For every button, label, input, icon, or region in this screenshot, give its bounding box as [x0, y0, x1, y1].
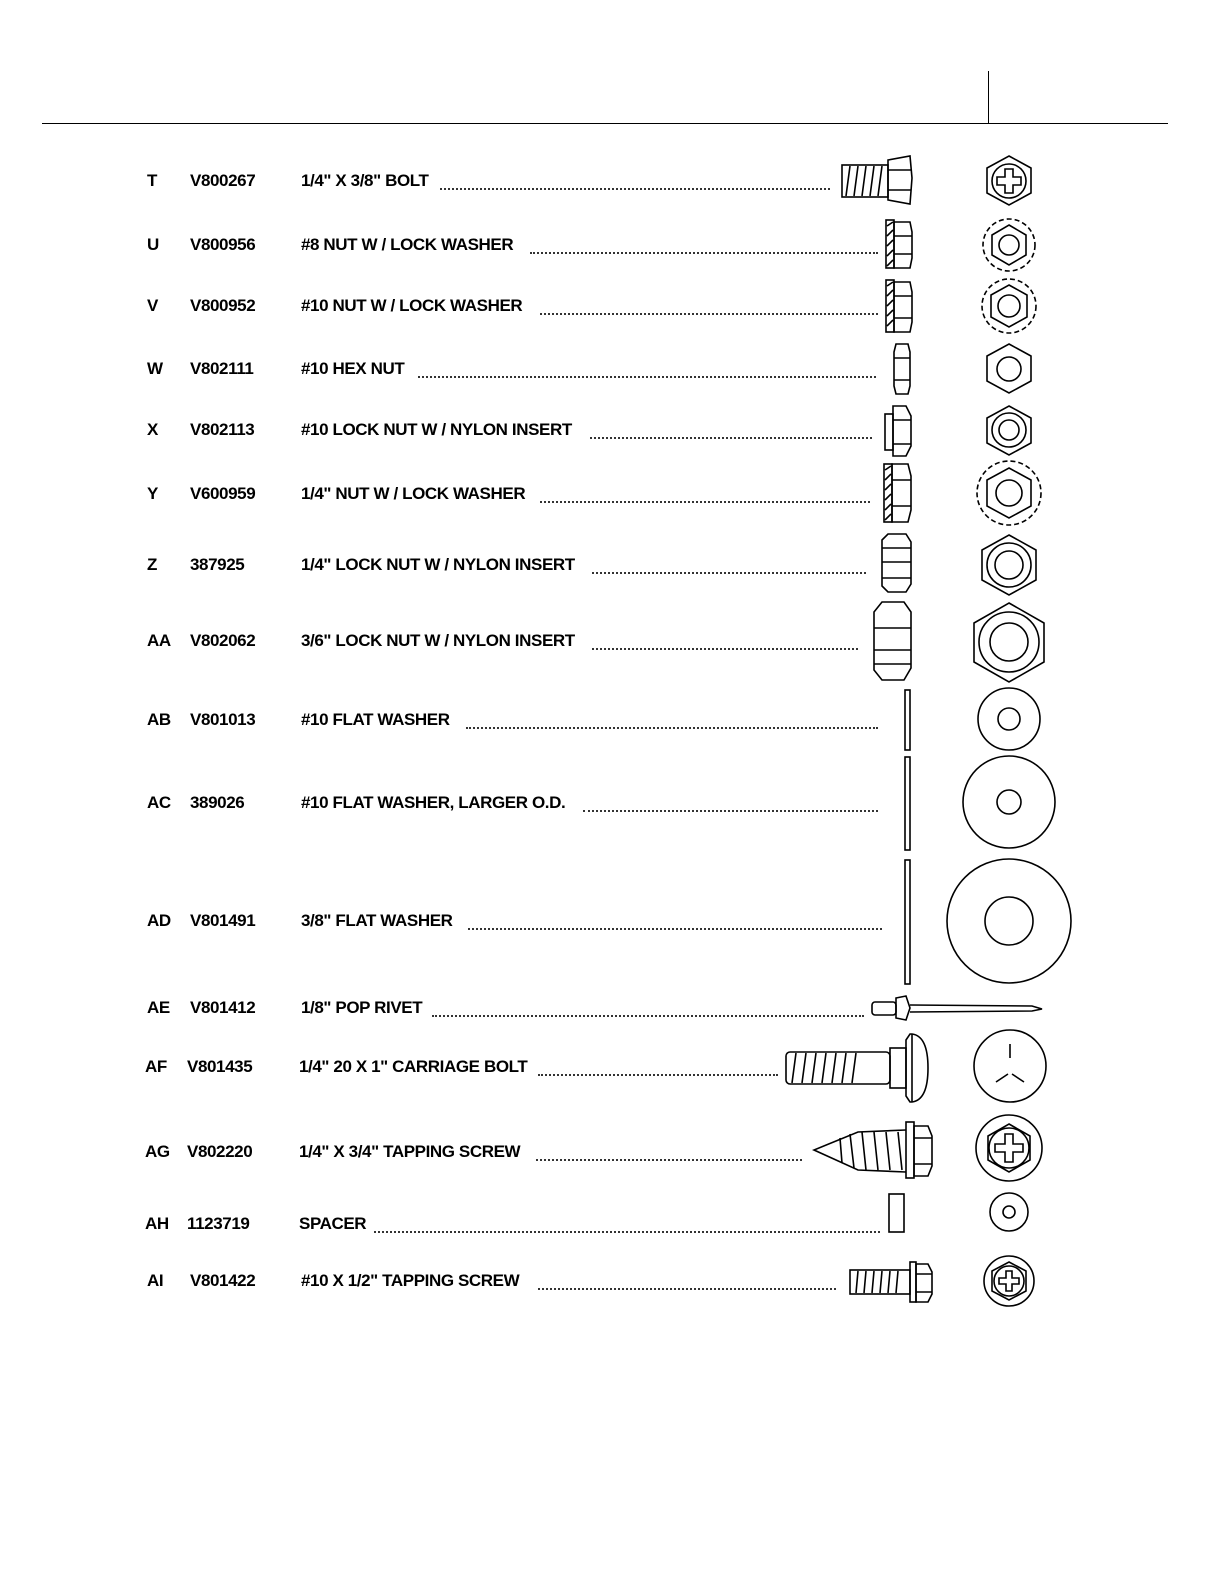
- part-number: V800952: [190, 296, 256, 315]
- part-key: AC: [147, 793, 171, 812]
- part-number: 387925: [190, 555, 245, 574]
- part-number: V802111: [190, 359, 254, 378]
- part-description: SPACER: [299, 1214, 370, 1234]
- tapping-screw-side-icon: [850, 1262, 932, 1302]
- part-description: 3/8" FLAT WASHER: [301, 911, 457, 931]
- part-number: V801491: [190, 911, 256, 930]
- part-description: 1/4" NUT W / LOCK WASHER: [301, 484, 529, 504]
- lock-nut-side-icon: [884, 464, 911, 522]
- nylon-lock-nut-top-icon: [982, 535, 1036, 595]
- lock-nut-top-icon: [977, 461, 1041, 525]
- part-number: 1123719: [187, 1214, 250, 1233]
- part-key: AI: [147, 1271, 164, 1290]
- part-key: W: [147, 359, 163, 378]
- part-number: V800267: [190, 171, 256, 190]
- part-key: V: [147, 296, 158, 315]
- part-key: Z: [147, 555, 157, 574]
- nylon-lock-nut-side-icon: [885, 406, 911, 456]
- nylon-lock-nut-top-icon: [987, 406, 1031, 455]
- flat-washer-side-icon: [905, 690, 910, 750]
- part-key: AE: [147, 998, 170, 1017]
- part-description: 3/6" LOCK NUT W / NYLON INSERT: [301, 631, 579, 651]
- part-description: 1/4" X 3/8" BOLT: [301, 171, 433, 191]
- flat-washer-top-icon: [978, 688, 1040, 750]
- part-number: V802220: [187, 1142, 253, 1161]
- tapping-screw-side-icon: [814, 1122, 932, 1178]
- hex-nut-top-icon: [987, 344, 1031, 393]
- part-number: V600959: [190, 484, 256, 503]
- part-number: V801422: [190, 1271, 256, 1290]
- part-key: AF: [145, 1057, 167, 1076]
- part-number: V802113: [190, 420, 255, 439]
- nylon-lock-nut-side-icon: [882, 534, 911, 592]
- flat-washer-top-icon: [963, 756, 1055, 848]
- part-key: AA: [147, 631, 171, 650]
- part-key: AD: [147, 911, 171, 930]
- part-description: #10 HEX NUT: [301, 359, 408, 379]
- part-description: #10 FLAT WASHER: [301, 710, 454, 730]
- part-number: V801412: [190, 998, 256, 1017]
- part-description: 1/4" 20 X 1" CARRIAGE BOLT: [299, 1057, 531, 1077]
- lock-nut-top-icon: [983, 219, 1035, 271]
- nylon-lock-nut-top-icon: [974, 603, 1044, 682]
- flat-washer-side-icon: [905, 757, 910, 850]
- part-description: 1/8" POP RIVET: [301, 998, 426, 1018]
- tapping-screw-top-icon: [984, 1256, 1034, 1306]
- part-key: X: [147, 420, 158, 439]
- part-number: V802062: [190, 631, 256, 650]
- part-description: #10 X 1/2" TAPPING SCREW: [301, 1271, 523, 1291]
- flat-washer-top-icon: [947, 859, 1071, 983]
- tapping-screw-top-icon: [976, 1115, 1042, 1181]
- part-key: AG: [145, 1142, 170, 1161]
- lock-nut-side-icon: [886, 280, 912, 332]
- carriage-bolt-side-icon: [786, 1034, 928, 1102]
- part-description: #8 NUT W / LOCK WASHER: [301, 235, 517, 255]
- spacer-top-icon: [990, 1193, 1028, 1231]
- carriage-bolt-top-icon: [974, 1030, 1046, 1102]
- part-key: AB: [147, 710, 171, 729]
- part-description: #10 LOCK NUT W / NYLON INSERT: [301, 420, 576, 440]
- part-number: V801013: [190, 710, 256, 729]
- pop-rivet-icon: [872, 996, 1042, 1020]
- part-description: 1/4" LOCK NUT W / NYLON INSERT: [301, 555, 579, 575]
- part-key: Y: [147, 484, 158, 503]
- bolt-top-icon: [987, 156, 1031, 205]
- nylon-lock-nut-side-icon: [874, 602, 911, 680]
- hex-nut-side-icon: [894, 344, 910, 394]
- part-description: #10 NUT W / LOCK WASHER: [301, 296, 526, 316]
- part-number: V801435: [187, 1057, 253, 1076]
- part-key: AH: [145, 1214, 169, 1233]
- part-key: T: [147, 171, 157, 190]
- flat-washer-side-icon: [905, 860, 910, 984]
- lock-nut-top-icon: [982, 279, 1036, 333]
- bolt-side-icon: [842, 156, 912, 204]
- spacer-side-icon: [889, 1194, 904, 1232]
- part-description: #10 FLAT WASHER, LARGER O.D.: [301, 793, 569, 813]
- part-description: 1/4" X 3/4" TAPPING SCREW: [299, 1142, 524, 1162]
- lock-nut-side-icon: [886, 220, 912, 268]
- part-key: U: [147, 235, 159, 254]
- part-number: 389026: [190, 793, 245, 812]
- part-number: V800956: [190, 235, 256, 254]
